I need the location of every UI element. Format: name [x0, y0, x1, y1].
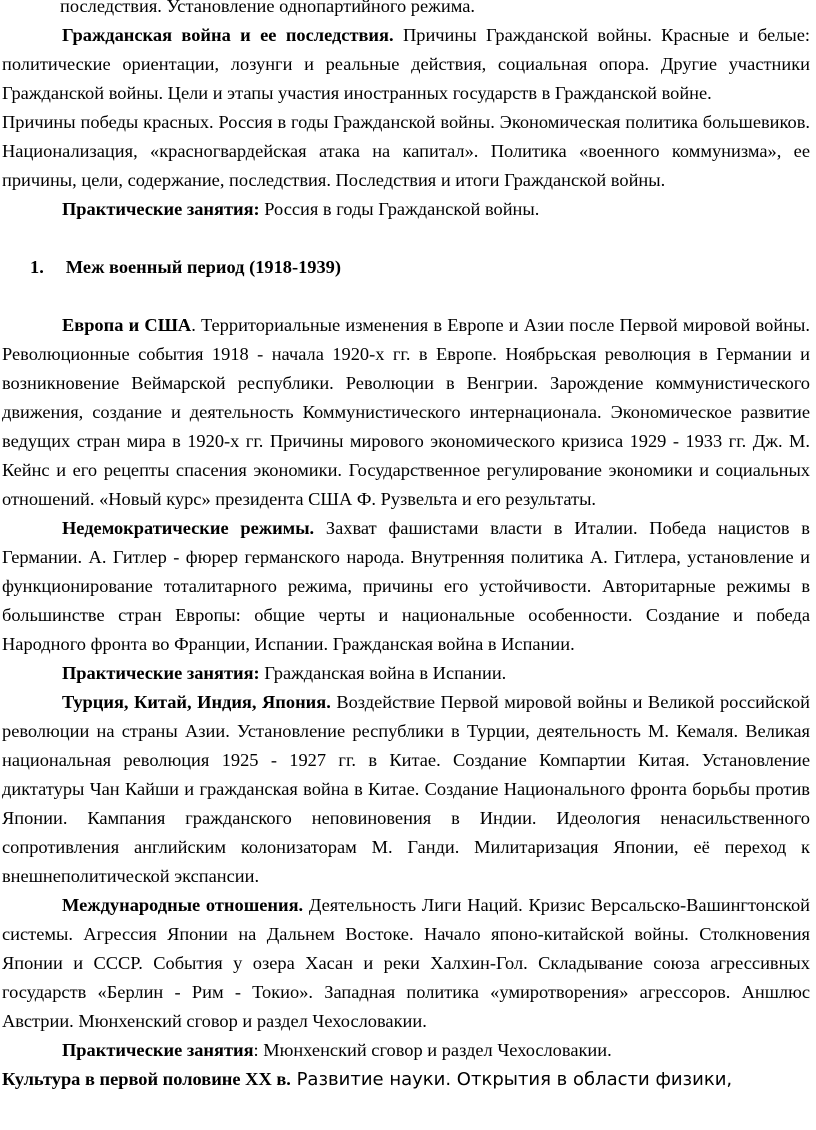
paragraph-civil-war: [0, 21, 816, 108]
paragraph-heading: Практические занятия: [62, 1040, 254, 1060]
paragraph-heading: Недемократические режимы.: [62, 518, 315, 538]
paragraph-text: Воздействие Первой мировой войны и Великой российской революции на страны Азии. Установление республики в Турции, деятельность М. Кемаля. Великая национальная революция 1925 - 1927 гг. в Китае. Создание Компартии Китая. Установление диктатуры Чан Кайши и гражданская война в Китае. Создание Национального фронта борьбы против Японии. Кампания гражданского неповиновения в Индии. Идеология ненасильственного сопротивления английским колонизаторам М. Ганди. Милитаризация Японии, её переход к внешнеполитической экспансии.: [2, 692, 810, 886]
paragraph-text: . Территориальные изменения в Европе и Азии после Первой мировой войны. Революционные события 1918 - начала 1920-х гг. в Европе. Ноябрьская революция в Германии и возникновение Веймарской республики. Революции в Венгрии. Зарождение коммунистического движения, создание и деятельность Коммунистического интернационала. Экономическое развитие ведущих стран мира в 1920-х гг. Причины мирового экономического кризиса 1929 - 1933 гг. Дж. М. Кейнс и его рецепты спасения экономики. Государственное регулирование экономики и социальных отношений. «Новый курс» президента США Ф. Рузвельта и его результаты.: [2, 315, 810, 509]
paragraph-text: Развитие науки. Открытия в области физики,: [290, 1069, 733, 1090]
paragraph-text: Россия в годы Гражданской войны.: [259, 199, 540, 219]
section-heading: [0, 253, 816, 282]
paragraph-practice-civil-war: [0, 195, 816, 224]
paragraph-text: : Мюнхенский сговор и раздел Чехословакии.: [253, 1040, 612, 1060]
paragraph-text: Деятельность Лиги Наций. Кризис Версальско-Вашингтонской системы. Агрессия Японии на Дальнем Востоке. Начало японо-китайской войны. Столкновения Японии и СССР. События у озера Хасан и реки Халхин-Гол. Складывание союза агрессивных государств «Берлин - Рим - Токио». Западная политика «умиротворения» агрессоров. Аншлюс Австрии. Мюнхенский сговор и раздел Чехословакии.: [2, 895, 810, 1031]
spacer: [0, 224, 816, 253]
paragraph-heading: Практические занятия:: [62, 663, 260, 683]
paragraph-heading: Турция, Китай, Индия, Япония.: [62, 692, 331, 712]
paragraph-europe-usa: [0, 311, 816, 514]
paragraph-heading: Гражданская война и ее последствия.: [62, 25, 394, 45]
paragraph-heading: Культура в первой половине XX в.: [2, 1069, 291, 1089]
paragraph-heading: Международные отношения.: [62, 895, 304, 915]
paragraph-text: последствия. Установление однопартийного режима.: [60, 0, 475, 16]
section-number: 1.: [30, 257, 44, 277]
paragraph-culture: [0, 1065, 816, 1094]
paragraph-text: Причины Гражданской войны. Красные и белые: политические ориентации, лозунги и реальные действия, социальная опора. Другие участники Гражданской войны. Цели и этапы участия иностранных государств в Гражданской войне.: [2, 25, 810, 103]
paragraph-intro: [0, 0, 816, 21]
paragraph-practice-spain: [0, 659, 816, 688]
paragraph-heading: Европа и США: [62, 315, 192, 335]
paragraph-text: Гражданская война в Испании.: [259, 663, 507, 683]
paragraph-text: Причины победы красных. Россия в годы Гражданской войны. Экономическая политика большевиков. Национализация, «красногвардейская атака на капитал». Политика «военного коммунизма», ее причины, цели, содержание, последствия. Последствия и итоги Гражданской войны.: [2, 112, 810, 190]
section-title: Меж военный период (1918-1939): [65, 257, 342, 277]
paragraph-practice-munich: [0, 1036, 816, 1065]
paragraph-red-victory: [0, 108, 816, 195]
spacer: [0, 282, 816, 311]
paragraph-undemocratic-regimes: [0, 514, 816, 659]
paragraph-heading: Практические занятия:: [62, 199, 260, 219]
paragraph-text: Захват фашистами власти в Италии. Победа нацистов в Германии. А. Гитлер - фюрер германского народа. Внутренняя политика А. Гитлера, установление и функционирование тоталитарного режима, причины его устойчивости. Авторитарные режимы в большинстве стран Европы: общие черты и национальные особенности. Создание и победа Народного фронта во Франции, Испании. Гражданская война в Испании.: [2, 518, 810, 654]
paragraph-international-relations: [0, 891, 816, 1036]
paragraph-asia: [0, 688, 816, 891]
